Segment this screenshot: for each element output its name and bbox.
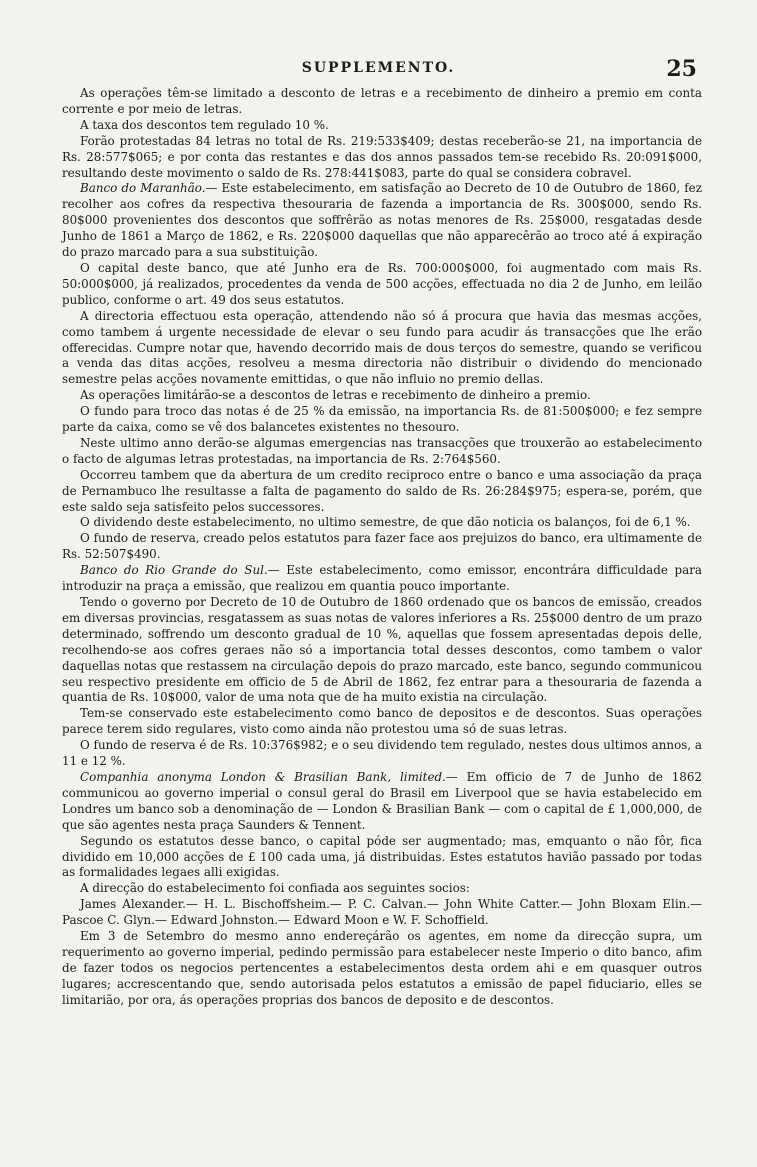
paragraph: O fundo para troco das notas é de 25 % da emissão, na importancia Rs. de 81:500$000; e fez sempre parte da caixa, como se vê dos balancetes existentes no thesouro. <box>62 404 702 435</box>
section-title: Banco do Maranhão. <box>80 181 206 196</box>
page-title: SUPPLEMENTO. <box>301 60 456 76</box>
paragraph: Neste ultimo anno derão-se algumas emergencias nas transacções que trouxerão ao estabelecimento o facto de algumas letras protestadas, na importancia de Rs. 2:764$560. <box>62 435 702 466</box>
paragraph-text: — Este estabelecimento, como emissor, encontrára difficuldade para introduzir na praça a emissão, que realizou em quantia pouco importante. <box>62 563 702 594</box>
paragraph: O capital deste banco, que até Junho era de Rs. 700:000$000, foi augmentado com mais Rs. 50:000$000, já realizados, procedentes da venda de 500 acções, effectuada no dia 2 de Junho, em leilão publico, conforme o art. 49 dos seus estatutos. <box>62 260 702 307</box>
paragraph: As operações têm-se limitado a desconto de letras e a recebimento de dinheiro a premio em conta corrente e por meio de letras. <box>62 86 702 116</box>
paragraph: Segundo os estatutos desse banco, o capital póde ser augmentado; mas, emquanto o não fôr, fica dividido em 10,000 acções de £ 100 cada uma, já distribuidas. Estes estatutos havião passado por todas as formalidades legaes alli exigidas. <box>62 833 702 880</box>
paragraph <box>62 563 702 595</box>
section-title: Companhia anonyma London & Brasilian Bank, limited. <box>80 769 446 784</box>
page-number: 25 <box>666 56 697 82</box>
page-body <box>62 86 702 1009</box>
paragraph: James Alexander.— H. L. Bischoffsheim.— P. C. Calvan.— John White Catter.— John Bloxam Elin.— Pascoe C. Glyn.— Edward Johnston.— Edward Moon e W. F. Schoffield. <box>62 897 702 928</box>
paragraph: As operações limitárão-se a descontos de letras e recebimento de dinheiro a premio. <box>80 388 591 403</box>
paragraph: A directoria effectuou esta operação, attendendo não só á procura que havia das mesmas acções, como tambem á urgente necessidade de elevar o seu fundo para acudir ás transacções que lhe erão offerecidas. Cumpre notar que, havendo decorrido mais de dous terços do semestre, quando se verificou a venda das ditas acções, resolveu a mesma directoria não distribuir o dividendo do mencionado semestre pelas acções novamente emittidas, o que não influio no premio dellas. <box>62 308 702 387</box>
paragraph: Tem-se conservado este estabelecimento como banco de depositos e de descontos. Suas operações parece terem sido regulares, visto como ainda não protestou uma só de suas letras. <box>62 706 702 737</box>
page-header <box>0 56 757 82</box>
paragraph <box>62 770 702 834</box>
section-title: Banco do Rio Grande do Sul. <box>80 563 268 578</box>
paragraph: Tendo o governo por Decreto de 10 de Outubro de 1860 ordenado que os bancos de emissão, creados em diversas provincias, resgatassem as suas notas de valores inferiores a Rs. 25$000 dentro de um prazo determinado, soffrendo um desconto gradual de 10 %, aquellas que fossem apresentadas depois delle, recolhendo-se aos cofres geraes não só a importancia total desses descontos, como tambem o valor daquellas notas que restassem na circulação depois do prazo marcado, este banco, segundo communicou seu respectivo presidente em officio de 5 de Abril de 1862, fez entrar para a thesouraria de fazenda a quantia de Rs. 10$000, valor de uma nota que de ha muito existia na circulação. <box>62 595 702 705</box>
paragraph: O fundo de reserva, creado pelos estatutos para fazer face aos prejuizos do banco, era ultimamente de Rs. 52:507$490. <box>62 531 702 562</box>
paragraph: Occorreu tambem que da abertura de um credito reciproco entre o banco e uma associação da praça de Pernambuco lhe resultasse a falta de pagamento do saldo de Rs. 26:284$975; espera-se, porém, que este saldo seja satisfeito pelos successores. <box>62 467 702 514</box>
paragraph: Em 3 de Setembro do mesmo anno endereçárão os agentes, em nome da direcção supra, um requerimento ao governo imperial, pedindo permissão para estabelecer neste Imperio o dito banco, afim de fazer todos os negocios pertencentes a estabelecimentos desta ordem ahi e em quasquer outros lugares; accrescentando que, sendo autorisada pelos estatutos a emissão de papel fiduciario, elles se limitarião, por ora, ás operações proprias dos bancos de deposito e de descontos. <box>62 929 702 1007</box>
paragraph: Forão protestadas 84 letras no total de Rs. 219:533$409; destas receberão-se 21, na importancia de Rs. 28:577$065; e por conta das restantes e das dos annos passados tem-se recebido Rs. 20:091$000, resultando deste movimento o saldo de Rs. 278:441$083, parte do qual se considera cobravel. <box>62 133 702 180</box>
paragraph: O fundo de reserva é de Rs. 10:376$982; e o seu dividendo tem regulado, nestes dous ultimos annos, a 11 e 12 %. <box>62 738 702 769</box>
paragraph: A taxa dos descontos tem regulado 10 %. <box>80 117 329 132</box>
paragraph-text: — Este estabelecimento, em satisfação ao Decreto de 10 de Outubro de 1860, fez recolher aos cofres da respectiva thesouraria de fazenda a importancia de Rs. 300$000, sendo Rs. 80$000 provenientes dos descontos que soffrêrão as notas menores de Rs. 25$000, resgatadas desde Junho de 1861 a Março de 1862, e Rs. 220$000 daquellas que não apparecêrão ao troco até á expiração do prazo marcado para a sua substituição. <box>62 181 702 260</box>
paragraph <box>62 181 702 261</box>
paragraph: A direcção do estabelecimento foi confiada aos seguintes socios: <box>80 881 470 896</box>
paragraph-text: — Em officio de 7 de Junho de 1862 communicou ao governo imperial o consul geral do Brasil em Liverpool que se havia estabelecido em Londres um banco sob a denominação de — London & Brasilian Bank — com o capital de £ 1,000,000, de que são agentes nesta praça Saunders & Tennent. <box>62 769 702 832</box>
paragraph: O dividendo deste estabelecimento, no ultimo semestre, de que dão noticia os balanços, foi de 6,1 %. <box>80 515 691 530</box>
